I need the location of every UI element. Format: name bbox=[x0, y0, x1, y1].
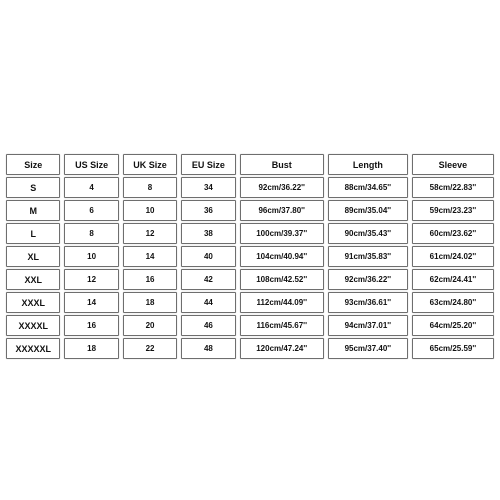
cell-eu-size: 42 bbox=[181, 269, 235, 290]
cell-sleeve: 65cm/25.59'' bbox=[412, 338, 494, 359]
header-bust: Bust bbox=[240, 154, 324, 175]
cell-bust: 108cm/42.52'' bbox=[240, 269, 324, 290]
cell-eu-size: 38 bbox=[181, 223, 235, 244]
cell-sleeve: 63cm/24.80'' bbox=[412, 292, 494, 313]
cell-length: 89cm/35.04'' bbox=[328, 200, 408, 221]
cell-length: 95cm/37.40'' bbox=[328, 338, 408, 359]
cell-length: 93cm/36.61'' bbox=[328, 292, 408, 313]
size-chart-table bbox=[2, 152, 498, 361]
cell-bust: 96cm/37.80'' bbox=[240, 200, 324, 221]
cell-size: XXXXL bbox=[6, 315, 60, 336]
size-chart-body bbox=[6, 154, 494, 359]
cell-us-size: 6 bbox=[64, 200, 118, 221]
cell-size: M bbox=[6, 200, 60, 221]
cell-us-size: 18 bbox=[64, 338, 118, 359]
cell-length: 90cm/35.43'' bbox=[328, 223, 408, 244]
cell-uk-size: 20 bbox=[123, 315, 177, 336]
table-row bbox=[6, 223, 494, 244]
cell-us-size: 4 bbox=[64, 177, 118, 198]
cell-size: XXXXXL bbox=[6, 338, 60, 359]
cell-us-size: 14 bbox=[64, 292, 118, 313]
cell-length: 94cm/37.01'' bbox=[328, 315, 408, 336]
cell-eu-size: 34 bbox=[181, 177, 235, 198]
cell-eu-size: 36 bbox=[181, 200, 235, 221]
header-sleeve: Sleeve bbox=[412, 154, 494, 175]
cell-eu-size: 40 bbox=[181, 246, 235, 267]
header-eu-size: EU Size bbox=[181, 154, 235, 175]
cell-length: 92cm/36.22'' bbox=[328, 269, 408, 290]
cell-eu-size: 48 bbox=[181, 338, 235, 359]
cell-size: S bbox=[6, 177, 60, 198]
cell-bust: 100cm/39.37'' bbox=[240, 223, 324, 244]
cell-bust: 112cm/44.09'' bbox=[240, 292, 324, 313]
cell-uk-size: 16 bbox=[123, 269, 177, 290]
cell-size: XL bbox=[6, 246, 60, 267]
cell-uk-size: 8 bbox=[123, 177, 177, 198]
cell-us-size: 8 bbox=[64, 223, 118, 244]
cell-size: XXL bbox=[6, 269, 60, 290]
table-row bbox=[6, 200, 494, 221]
cell-bust: 92cm/36.22'' bbox=[240, 177, 324, 198]
cell-us-size: 12 bbox=[64, 269, 118, 290]
cell-size: XXXL bbox=[6, 292, 60, 313]
table-row bbox=[6, 246, 494, 267]
cell-bust: 104cm/40.94'' bbox=[240, 246, 324, 267]
table-row bbox=[6, 338, 494, 359]
cell-length: 88cm/34.65'' bbox=[328, 177, 408, 198]
cell-uk-size: 12 bbox=[123, 223, 177, 244]
cell-sleeve: 60cm/23.62'' bbox=[412, 223, 494, 244]
header-length: Length bbox=[328, 154, 408, 175]
header-size: Size bbox=[6, 154, 60, 175]
cell-sleeve: 61cm/24.02'' bbox=[412, 246, 494, 267]
cell-bust: 116cm/45.67'' bbox=[240, 315, 324, 336]
cell-sleeve: 58cm/22.83'' bbox=[412, 177, 494, 198]
header-us-size: US Size bbox=[64, 154, 118, 175]
cell-us-size: 16 bbox=[64, 315, 118, 336]
cell-uk-size: 10 bbox=[123, 200, 177, 221]
table-row bbox=[6, 315, 494, 336]
cell-sleeve: 59cm/23.23'' bbox=[412, 200, 494, 221]
cell-length: 91cm/35.83'' bbox=[328, 246, 408, 267]
table-row bbox=[6, 269, 494, 290]
table-row bbox=[6, 177, 494, 198]
cell-uk-size: 22 bbox=[123, 338, 177, 359]
cell-eu-size: 44 bbox=[181, 292, 235, 313]
cell-uk-size: 18 bbox=[123, 292, 177, 313]
cell-size: L bbox=[6, 223, 60, 244]
table-row bbox=[6, 292, 494, 313]
cell-eu-size: 46 bbox=[181, 315, 235, 336]
cell-us-size: 10 bbox=[64, 246, 118, 267]
cell-sleeve: 64cm/25.20'' bbox=[412, 315, 494, 336]
cell-bust: 120cm/47.24'' bbox=[240, 338, 324, 359]
table-header-row bbox=[6, 154, 494, 175]
header-uk-size: UK Size bbox=[123, 154, 177, 175]
cell-uk-size: 14 bbox=[123, 246, 177, 267]
cell-sleeve: 62cm/24.41'' bbox=[412, 269, 494, 290]
